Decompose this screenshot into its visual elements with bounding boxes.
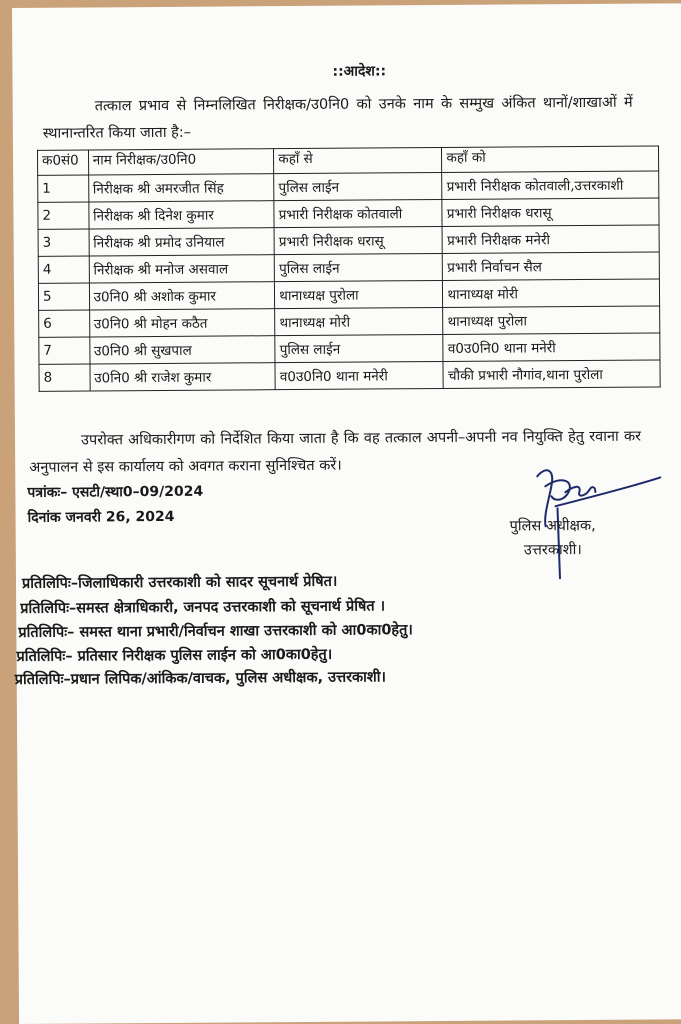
copy-line: प्रतिलिपिः– समस्त थाना प्रभारी/निर्वाचन शाखा उत्तरकाशी को आ0का0हेतु। xyxy=(18,622,413,641)
order-heading: ::आदेश:: xyxy=(332,63,387,80)
cell-name: उ0नि0 श्री सुखपाल xyxy=(89,336,275,364)
cell-serial: 2 xyxy=(38,202,89,229)
document-page xyxy=(12,3,681,1024)
table-row xyxy=(39,333,660,364)
cell-name: उ0नि0 श्री अशोक कुमार xyxy=(89,282,275,310)
cell-serial: 6 xyxy=(39,310,90,337)
cell-serial: 1 xyxy=(38,175,89,202)
cell-to: थानाध्यक्ष मोरी xyxy=(443,279,660,308)
transfer-table xyxy=(37,145,661,391)
cell-from: थानाध्यक्ष पुरोला xyxy=(275,280,443,308)
closing-paragraph: उपरोक्त अधिकारीगण को निर्देशित किया जाता है कि वह तत्काल अपनी–अपनी नव नियुक्ति हेतु रवाना कर अनुपालन से इस कार्यालय को अवगत कराना सुनिश्चित करें। xyxy=(29,428,642,476)
copy-line: प्रतिलिपिः–जिलाधिकारी उत्तरकाशी को सादर सूचनार्थ प्रेषित। xyxy=(21,573,338,592)
cell-serial: 7 xyxy=(39,337,90,364)
cell-from: थानाध्यक्ष मोरी xyxy=(275,307,443,335)
cell-to: चौकी प्रभारी नौगांव,थाना पुरोला xyxy=(443,360,660,389)
table-row xyxy=(39,306,660,337)
column-header-serial: क0सं0 xyxy=(37,150,88,175)
cell-from: प्रभारी निरीक्षक कोतवाली xyxy=(274,200,442,228)
cell-from: प्रभारी निरीक्षक धरासू xyxy=(274,227,442,255)
table-row xyxy=(38,279,659,310)
cell-name: निरीक्षक श्री दिनेश कुमार xyxy=(88,201,274,229)
order-intro-paragraph: तत्काल प्रभाव से निम्नलिखित निरीक्षक/उ0नि0 को उनके नाम के सम्मुख अंकित थानों/शाखाओं में स्थानान्तरित किया जाता है:– xyxy=(42,94,633,142)
cell-serial: 5 xyxy=(38,283,89,310)
cell-name: निरीक्षक श्री मनोज असवाल xyxy=(89,255,275,283)
table-row xyxy=(38,198,659,229)
cell-to: प्रभारी निरीक्षक मनेरी xyxy=(442,225,659,254)
column-header-to: कहाँ को xyxy=(442,146,659,173)
cell-from: पुलिस लाईन xyxy=(275,334,443,362)
cell-name: निरीक्षक श्री प्रमोद उनियाल xyxy=(89,228,275,256)
cell-to: व0उ0नि0 थाना मनेरी xyxy=(443,333,660,362)
signatory-block xyxy=(510,514,596,563)
reference-number: पत्रांकः– एसटी/स्था0–09/2024 xyxy=(27,483,204,501)
cell-from: पुलिस लाईन xyxy=(274,173,442,201)
table-row xyxy=(38,252,659,283)
cell-to: थानाध्यक्ष पुरोला xyxy=(443,306,660,335)
copy-line: प्रतिलिपिः–प्रधान लिपिक/आंकिक/वाचक, पुलिस अधीक्षक, उत्तरकाशी। xyxy=(14,669,387,688)
cell-serial: 3 xyxy=(38,229,89,256)
cell-to: प्रभारी निर्वाचन सैल xyxy=(443,252,660,281)
cell-name: उ0नि0 श्री राजेश कुमार xyxy=(90,363,276,391)
cell-name: निरीक्षक श्री अमरजीत सिंह xyxy=(88,174,274,202)
column-header-name: नाम निरीक्षक/उ0नि0 xyxy=(88,149,274,175)
cell-to: प्रभारी निरीक्षक धरासू xyxy=(442,198,659,227)
copy-line: प्रतिलिपिः– प्रतिसार निरीक्षक पुलिस लाईन को आ0का0हेतु। xyxy=(16,646,333,665)
column-header-from: कहाँ से xyxy=(274,148,442,174)
table-row xyxy=(38,171,659,202)
cell-from: व0उ0नि0 थाना मनेरी xyxy=(275,361,443,389)
cell-to: प्रभारी निरीक्षक कोतवाली,उत्तरकाशी xyxy=(442,171,659,200)
cell-name: उ0नि0 श्री मोहन कठैत xyxy=(89,309,275,337)
cell-from: पुलिस लाईन xyxy=(274,253,442,281)
table-row xyxy=(39,360,660,391)
signatory-designation: पुलिस अधीक्षक, xyxy=(509,517,596,535)
order-date: दिनांक जनवरी 26, 2024 xyxy=(27,508,175,526)
table-row xyxy=(38,225,659,256)
copy-line: प्रतिलिपिः–समस्त क्षेत्राधिकारी, जनपद उत्तरकाशी को सूचनार्थ प्रेषित । xyxy=(20,598,386,617)
cell-serial: 8 xyxy=(39,364,90,391)
signatory-place: उत्तरकाशी। xyxy=(523,542,582,559)
cell-serial: 4 xyxy=(38,256,89,283)
